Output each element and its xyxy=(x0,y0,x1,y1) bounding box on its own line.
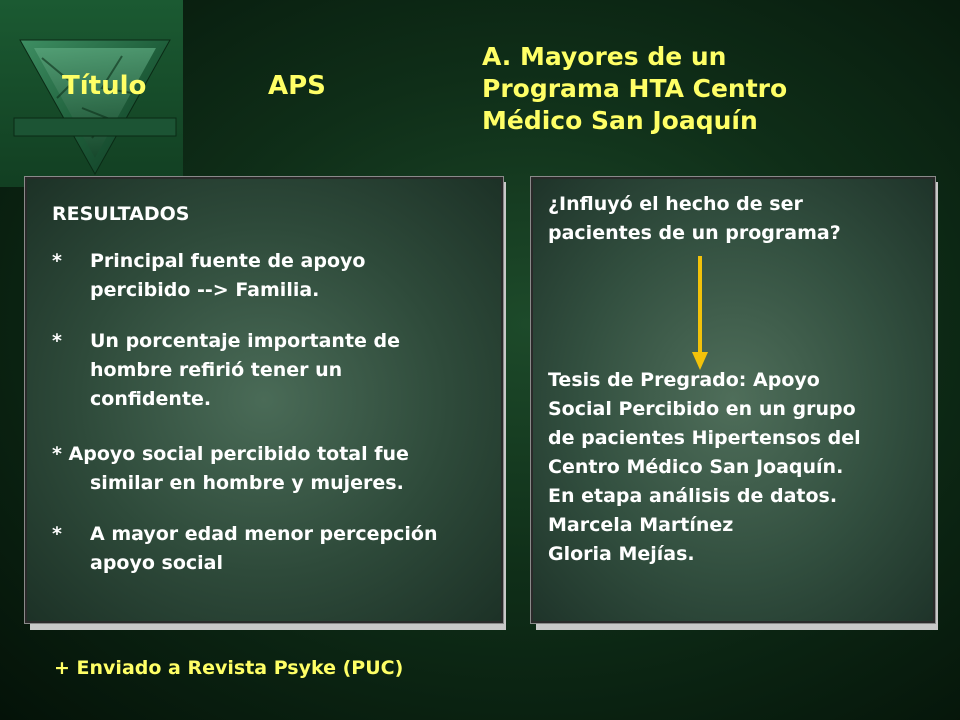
thesis-text xyxy=(548,366,861,569)
thesis-line: Social Percibido en un grupo xyxy=(548,398,856,420)
bullet-marker: * xyxy=(52,523,62,545)
thesis-line: Tesis de Pregrado: Apoyo xyxy=(548,369,820,391)
item-line: apoyo social xyxy=(90,552,223,574)
question-line: ¿Influyó el hecho de ser xyxy=(548,193,803,215)
question-line: pacientes de un programa? xyxy=(548,222,841,244)
bullet-marker: * xyxy=(52,330,62,352)
item-line: hombre refirió tener un xyxy=(90,359,343,381)
down-arrow-icon xyxy=(688,256,712,372)
page-title xyxy=(482,41,942,137)
thesis-line: Gloria Mejías. xyxy=(548,543,695,565)
thesis-line: de pacientes Hipertensos del xyxy=(548,427,861,449)
title-line: A. Mayores de un xyxy=(482,42,727,71)
item-line: percibido --> Familia. xyxy=(90,279,320,301)
thesis-line: Marcela Martínez xyxy=(548,514,734,536)
item-line: Un porcentaje importante de xyxy=(90,330,401,352)
results-heading: RESULTADOS xyxy=(52,203,190,225)
item-line: similar en hombre y mujeres. xyxy=(90,472,404,494)
green-marble-triangle-icon xyxy=(12,38,178,176)
question-text xyxy=(548,190,841,248)
item-line: Principal fuente de apoyo xyxy=(90,250,366,272)
section-title: Título xyxy=(62,71,147,101)
title-line: Programa HTA Centro xyxy=(482,74,788,103)
bullet-marker: * xyxy=(52,250,62,272)
title-line: Médico San Joaquín xyxy=(482,106,758,135)
footnote: + Enviado a Revista Psyke (PUC) xyxy=(54,657,404,679)
item-line: A mayor edad menor percepción xyxy=(90,523,438,545)
topic-label: APS xyxy=(268,71,326,101)
thesis-line: En etapa análisis de datos. xyxy=(548,485,838,507)
item-line: confidente. xyxy=(90,388,212,410)
thesis-line: Centro Médico San Joaquín. xyxy=(548,456,844,478)
item-line: * Apoyo social percibido total fue xyxy=(52,443,409,465)
